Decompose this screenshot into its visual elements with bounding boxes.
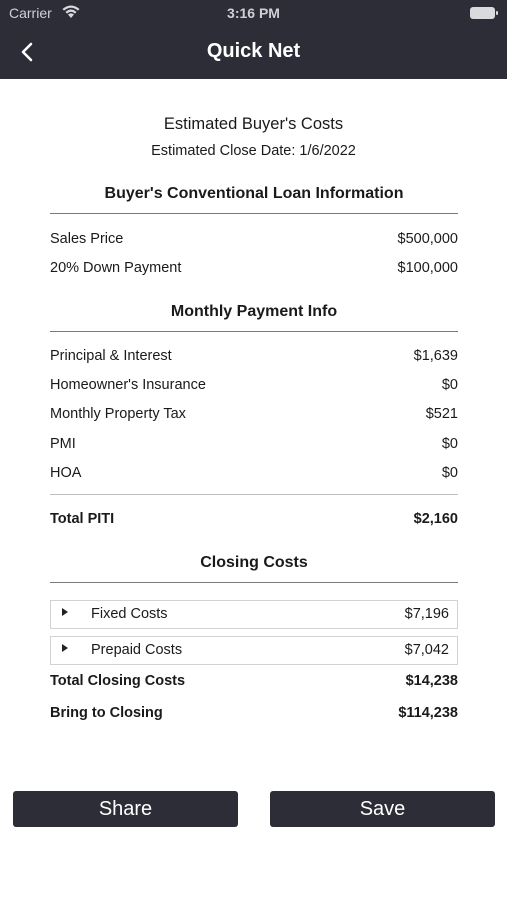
down-payment-row — [50, 260, 458, 280]
row-label: Homeowner's Insurance — [50, 377, 206, 393]
carrier-label: Carrier — [9, 5, 52, 21]
navigation-header — [0, 0, 507, 79]
row-label: PMI — [50, 436, 76, 452]
principal-interest-row — [50, 348, 458, 368]
row-label: Sales Price — [50, 231, 124, 247]
monthly-heading: Monthly Payment Info — [170, 303, 338, 320]
row-label: Bring to Closing — [50, 705, 163, 721]
total-piti-row — [50, 511, 458, 531]
hoa-row — [50, 465, 458, 485]
status-bar — [0, 0, 507, 28]
divider — [50, 582, 458, 583]
row-value: $0 — [441, 377, 458, 393]
divider — [50, 213, 458, 214]
loan-info-heading: Buyer's Conventional Loan Information — [104, 185, 404, 202]
row-label: HOA — [50, 465, 82, 481]
row-value: $0 — [441, 465, 458, 481]
row-value: $1,639 — [413, 348, 458, 364]
report-title: Estimated Buyer's Costs — [163, 115, 344, 133]
row-label: Total Closing Costs — [50, 673, 186, 689]
disclosure-triangle-icon — [62, 608, 68, 616]
disclosure-triangle-icon — [62, 644, 68, 652]
row-value: $0 — [441, 436, 458, 452]
sales-price-row — [50, 231, 458, 251]
share-button[interactable]: Share — [13, 791, 238, 827]
row-label: 20% Down Payment — [50, 260, 182, 276]
divider — [50, 494, 458, 495]
row-label: Prepaid Costs — [91, 642, 183, 658]
insurance-row — [50, 377, 458, 397]
closing-heading: Closing Costs — [200, 554, 308, 571]
page-title: Quick Net — [206, 40, 301, 62]
prepaid-costs-disclosure[interactable] — [50, 636, 458, 665]
row-value: $14,238 — [405, 673, 458, 689]
row-label: Total PITI — [50, 511, 115, 527]
fixed-costs-disclosure[interactable] — [50, 600, 458, 629]
divider — [50, 331, 458, 332]
row-value: $2,160 — [413, 511, 458, 527]
row-value: $100,000 — [397, 260, 458, 276]
status-time: 3:16 PM — [227, 5, 280, 21]
row-value: $500,000 — [397, 231, 458, 247]
battery-icon — [470, 7, 495, 19]
row-value: $521 — [425, 406, 458, 422]
row-label: Principal & Interest — [50, 348, 172, 364]
close-date: Estimated Close Date: 1/6/2022 — [151, 143, 356, 159]
row-label: Fixed Costs — [91, 606, 168, 622]
row-value: $7,196 — [404, 606, 449, 622]
row-value: $7,042 — [404, 642, 449, 658]
property-tax-row — [50, 406, 458, 426]
bring-to-closing-row — [50, 705, 458, 725]
row-value: $114,238 — [398, 705, 458, 721]
total-closing-costs-row — [50, 673, 458, 693]
pmi-row — [50, 436, 458, 456]
row-label: Monthly Property Tax — [50, 406, 186, 422]
save-button[interactable]: Save — [270, 791, 495, 827]
